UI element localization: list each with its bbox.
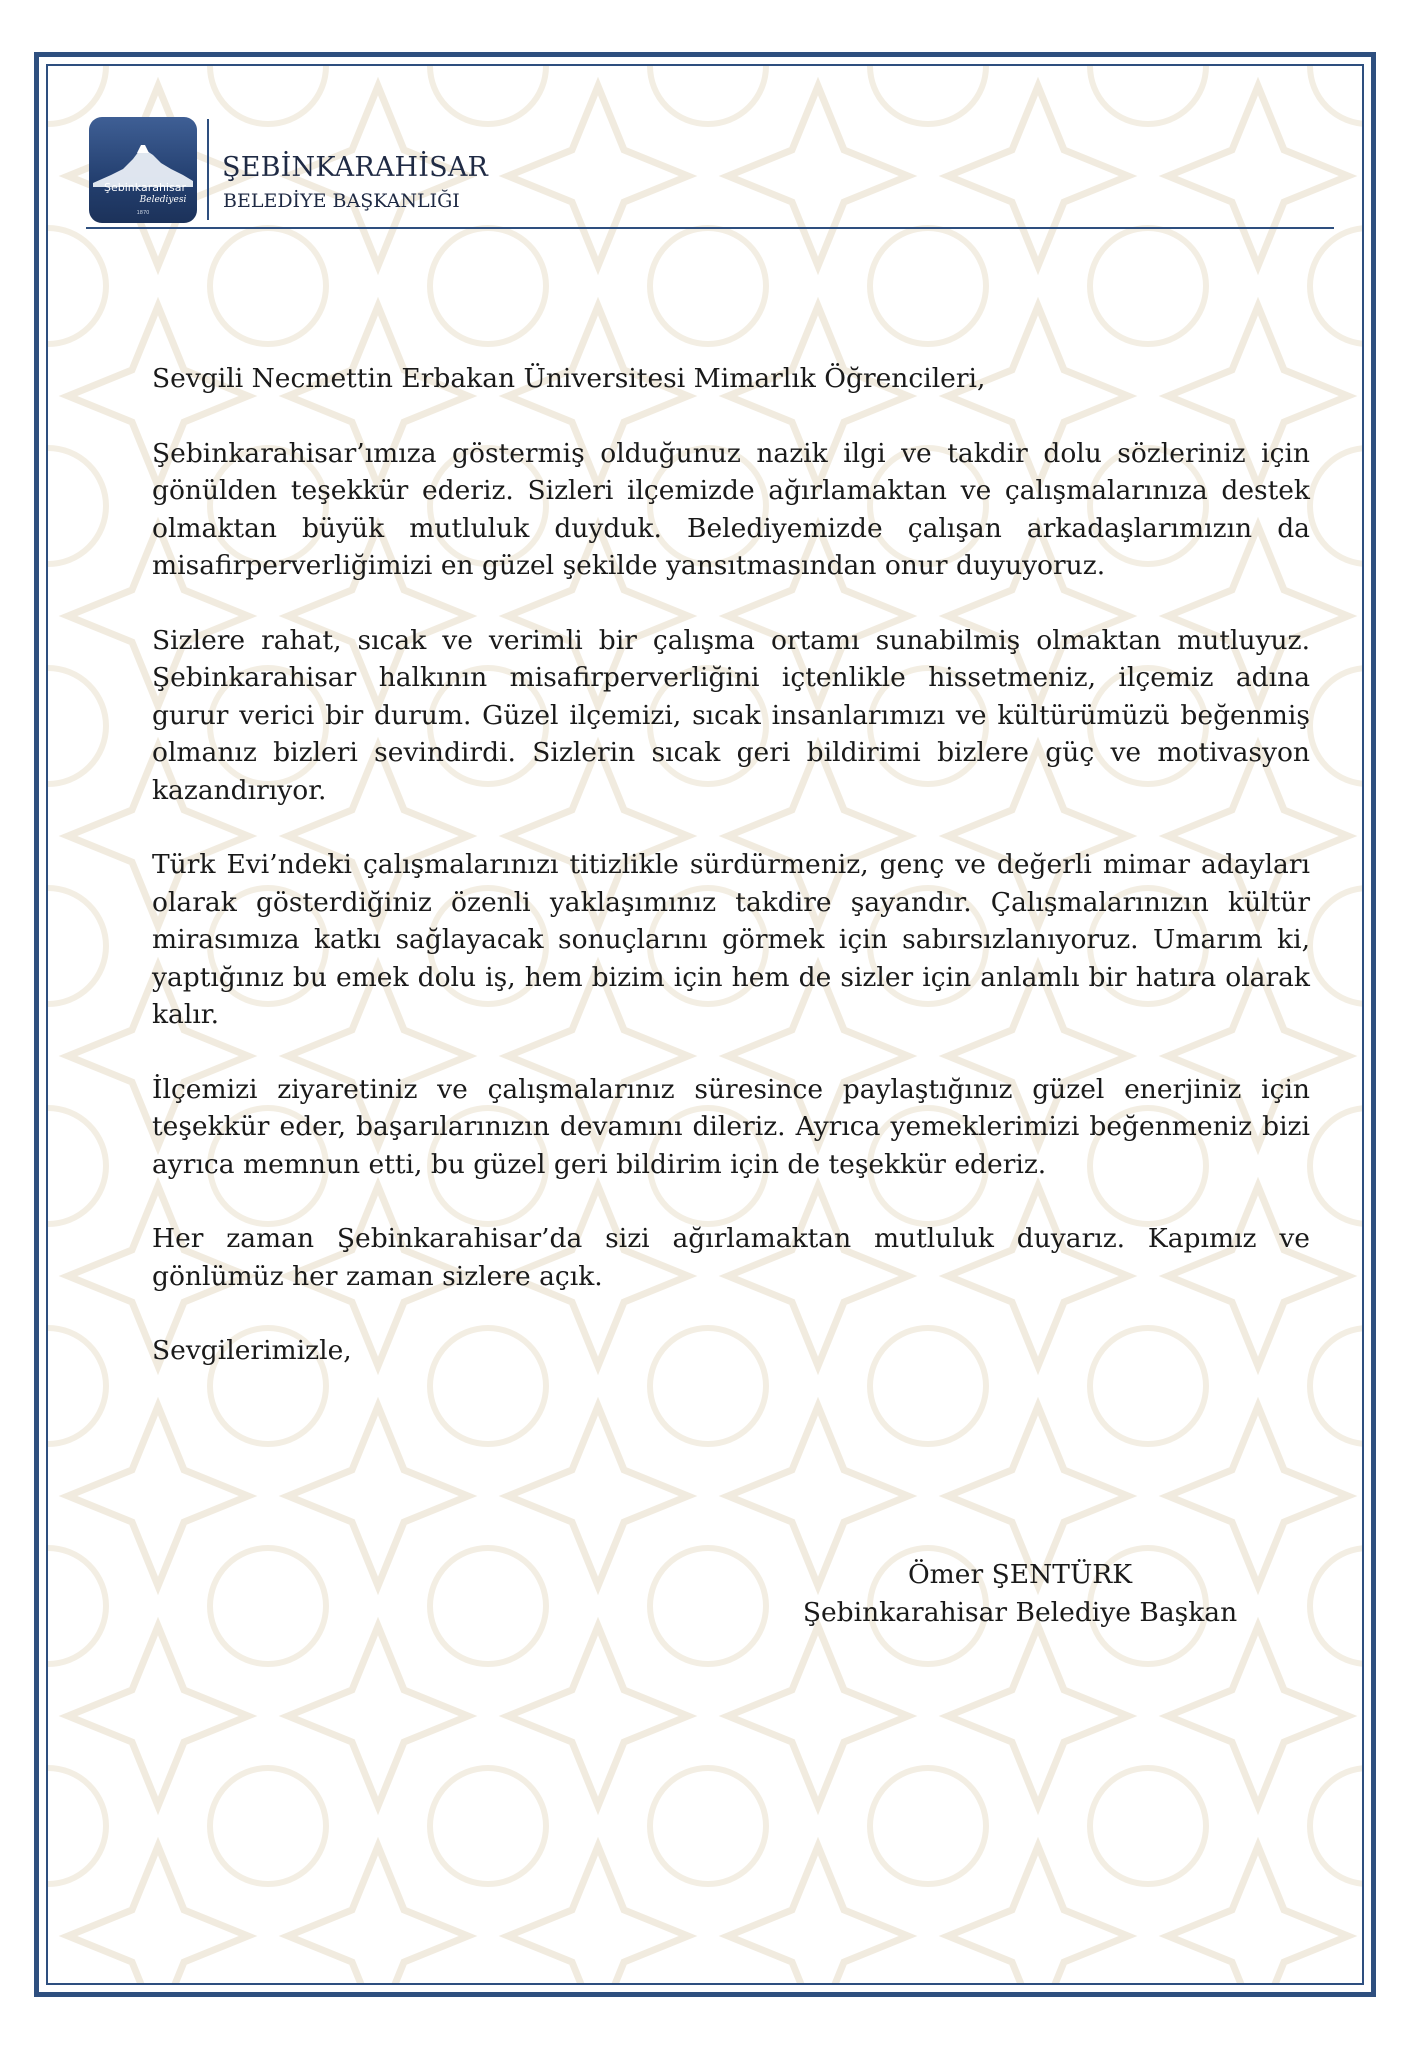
signature-block [760, 1556, 1280, 1632]
municipality-logo [89, 117, 197, 223]
logo-year: 1870 [136, 210, 150, 216]
letter-closing: Sevgilerimizle, [152, 1335, 352, 1366]
logo-wordmark: Şebinkarahisar [104, 181, 186, 194]
letter-paragraph: Türk Evi’ndeki çalışmalarınızı titizlikle sürdürmeniz, genç ve değerli mimar adayları olarak gösterdiğiniz özenli yaklaşımınız takdire şayandır. Çalışmalarınızın kültür mirasımıza katkı sağlayacak sonuçlarını görmek için sabırsızlanıyoruz. Umarım ki, yaptığınız bu emek dolu iş, hem bizim için hem de sizler için anlamlı bir hatıra olarak kalır. [152, 849, 1310, 1030]
signatory-name: Ömer ŞENTÜRK [907, 1559, 1133, 1590]
letter-paragraph: Her zaman Şebinkarahisar’da sizi ağırlamaktan mutluluk duyarız. Kapımız ve gönlümüz her zaman sizlere açık. [152, 1223, 1310, 1292]
org-subtitle: BELEDİYE BAŞKANLIĞI [223, 190, 460, 212]
letter-body [152, 360, 1310, 1370]
letter-paragraph: Sizlere rahat, sıcak ve verimli bir çalışma ortamı sunabilmiş olmaktan mutluyuz. Şebinkarahisar halkının misafirperverliğini içtenlikle hissetmeniz, ilçemiz adına gurur verici bir durum. Güzel ilçemizi, sıcak insanlarımızı ve kültürümüzü beğenmiş olmanız bizleri sevindirdi. Sizlerin sıcak geri bildirimi bizlere güç ve motivasyon kazandırıyor. [152, 624, 1310, 806]
header-horizontal-divider [86, 227, 1334, 229]
logo-script-text: Belediyesi [139, 195, 187, 205]
letter-paragraph: İlçemizi ziyaretiniz ve çalışmalarınız süresince paylaştığınız güzel enerjiniz için teşekkür eder, başarılarınızın devamını dileriz. Ayrıca yemeklerimizi beğenmeniz bizi ayrıca memnun etti, bu güzel geri bildirim için de teşekkür ederiz. [152, 1073, 1310, 1180]
header-vertical-divider [207, 119, 209, 220]
org-title: ŞEBİNKARAHİSAR [222, 152, 489, 183]
mountain-castle-icon [89, 117, 197, 223]
letter-paragraph: Şebinkarahisar’ımıza göstermiş olduğunuz nazik ilgi ve takdir dolu sözleriniz için gönülden teşekkür ederiz. Sizleri ilçemizde ağırlamaktan ve çalışmalarınıza destek olmaktan büyük mutluluk duyduk. Belediyemizde çalışan arkadaşlarımızın da misafirperverliğimizi en güzel şekilde yansıtmasından onur duyuyoruz. [152, 437, 1310, 581]
letter-greeting: Sevgili Necmettin Erbakan Üniversitesi Mimarlık Öğrencileri, [152, 363, 986, 394]
signatory-title: Şebinkarahisar Belediye Başkan [802, 1597, 1238, 1628]
